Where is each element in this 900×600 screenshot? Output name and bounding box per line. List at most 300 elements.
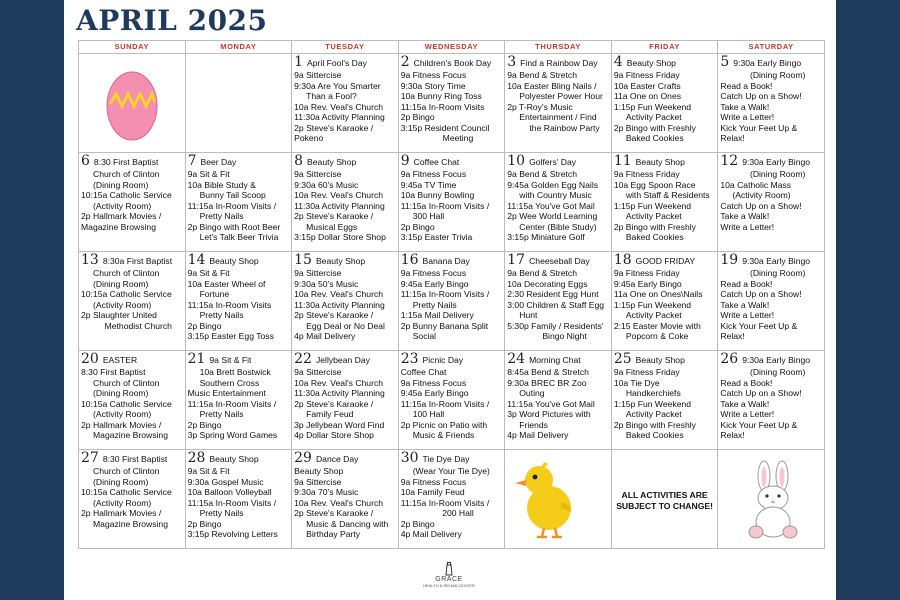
activity-item: 2p Steve's Karaoke / — [294, 122, 374, 133]
day-cell — [186, 450, 293, 549]
day-cell — [718, 351, 825, 450]
activity-item: 10a Rev. Veal's Church — [294, 497, 384, 508]
day-number: 17 — [507, 252, 526, 268]
activity-item: 11:15a You've Got Mail — [507, 398, 595, 409]
day-header — [188, 451, 291, 466]
activity-item: (Activity Room) — [732, 190, 791, 200]
activity-item: Church of Clinton — [93, 466, 160, 476]
day-header — [507, 55, 610, 70]
day-cell — [292, 153, 399, 252]
notice-line: SUBJECT TO CHANGE! — [616, 501, 713, 511]
activity-item: Write a Letter! — [720, 221, 775, 232]
activity-item: 10:15a Catholic Service — [81, 289, 172, 299]
day-header — [294, 253, 397, 268]
day-number: 4 — [613, 54, 623, 70]
activity-item: 3:15p Easter Egg Toss — [187, 331, 274, 341]
activity-item: 2p Bingo with Freshly — [613, 419, 696, 430]
empty-day-cell — [505, 450, 612, 549]
activity-item: 2p Bingo — [187, 419, 222, 430]
day-cell — [399, 252, 506, 351]
day-header — [720, 55, 823, 70]
day-number: 8 — [294, 153, 304, 169]
day-title: 9:30a Early Bingo — [742, 256, 811, 266]
activity-item: Baked Cookies — [625, 133, 684, 143]
activity-item: 3:15p Revolving Letters — [187, 529, 278, 539]
day-title: 8:30 First Baptist — [102, 454, 168, 464]
activity-item: Church of Clinton — [93, 169, 160, 179]
activity-list — [401, 169, 504, 243]
weekday-header: MONDAY — [186, 41, 293, 54]
activity-item: Center (Bible Study) — [519, 221, 597, 232]
week-row — [79, 54, 825, 153]
day-title: Banana Day — [422, 256, 470, 266]
activity-item: Coffee Chat — [400, 367, 447, 377]
activity-item: Take a Walk! — [720, 211, 770, 221]
activity-item: 4p Mail Delivery — [507, 430, 569, 440]
day-header — [720, 352, 823, 367]
day-cell — [505, 153, 612, 252]
activity-item: 9:45a Early Bingo — [400, 278, 469, 289]
week-row — [79, 450, 825, 549]
week-row — [79, 153, 825, 252]
day-number: 12 — [720, 153, 739, 169]
activity-item: 4p Mail Delivery — [400, 529, 462, 539]
activity-item: 2p Hallmark Movies / — [81, 508, 162, 518]
activity-item: 11:30a Activity Planning — [294, 112, 385, 122]
day-number: 28 — [187, 450, 206, 466]
activity-item: Take a Walk! — [720, 101, 770, 112]
day-title: Children's Book Day — [413, 58, 492, 68]
day-number: 9 — [400, 153, 410, 169]
activity-item: 2p Bingo — [400, 112, 435, 122]
activity-item: Pretty Nails — [412, 299, 457, 310]
notice-cell — [612, 450, 719, 549]
activity-item: 2p Bingo — [187, 518, 222, 529]
activity-item: 9a Sittercise — [294, 476, 342, 487]
day-title: Beauty Shop — [307, 157, 357, 167]
activity-list — [188, 169, 291, 243]
activity-item: 9:45a TV Time — [400, 179, 457, 190]
activity-item: Beauty Shop — [294, 466, 344, 476]
activity-item: 10a Family Feud — [400, 487, 465, 497]
activity-list — [81, 367, 184, 441]
day-header — [507, 253, 610, 268]
day-title: 9:30a Early Bingo — [733, 58, 802, 68]
activity-list — [81, 268, 184, 331]
activity-item: Friends — [519, 419, 548, 430]
activity-item: 300 Hall — [412, 211, 445, 221]
activity-item: 10a Rev. Veal's Church — [294, 101, 384, 112]
activity-item: 2p Bunny Banana Split — [400, 320, 489, 331]
activity-list — [401, 367, 504, 441]
activity-item: 100 Hall — [412, 409, 445, 419]
day-cell — [399, 153, 506, 252]
activity-list — [507, 70, 610, 133]
activity-item: 10a Easter Wheel of — [187, 278, 266, 289]
activity-item: Bunny Tail Scoop — [199, 190, 266, 200]
lighthouse-icon — [442, 562, 456, 576]
day-cell — [399, 54, 506, 153]
day-cell — [612, 252, 719, 351]
day-header — [294, 451, 397, 466]
activity-item: 11:15a In-Room Visits / — [400, 200, 490, 211]
activity-item: 2p Bingo with Root Beer — [187, 221, 281, 232]
day-title: Coffee Chat — [413, 157, 460, 167]
activity-item: 9a Bend & Stretch — [507, 169, 577, 179]
activity-list — [81, 169, 184, 232]
day-cell — [186, 153, 293, 252]
day-header — [720, 253, 823, 268]
activity-item: 2p Slaughter United — [81, 310, 157, 320]
activity-list — [614, 367, 717, 441]
activity-list — [188, 367, 291, 441]
activity-list — [188, 268, 291, 342]
day-number: 30 — [400, 450, 419, 466]
activity-item: Methodist Church — [104, 320, 172, 331]
day-title: GOOD FRIDAY — [635, 256, 696, 266]
activity-item: 2p Steve's Karaoke / — [294, 398, 374, 409]
activity-item: 1:15a Mail Delivery — [400, 310, 474, 320]
activity-item: 9a Bend & Stretch — [507, 70, 577, 80]
calendar-grid — [78, 40, 825, 549]
activity-item: Write a Letter! — [720, 112, 775, 122]
activity-item: 9a Sittercise — [294, 70, 342, 80]
activity-item: Entertainment / Find — [519, 112, 597, 122]
activity-item: 9a Fitness Focus — [400, 476, 467, 487]
activity-item: Meeting — [442, 133, 474, 143]
day-header — [81, 253, 184, 268]
activity-item: Southern Cross — [199, 377, 260, 388]
day-cell — [292, 450, 399, 549]
grace-logo — [419, 562, 479, 596]
activity-item: 11:15a In-Room Visits / — [400, 398, 490, 409]
empty-day-cell — [79, 54, 186, 153]
day-title: April Fool's Day — [307, 58, 367, 68]
activity-item: (Wear Your Tie Dye) — [412, 466, 490, 476]
activity-item: 200 Hall — [442, 508, 474, 518]
weekday-header: SUNDAY — [79, 41, 186, 54]
activity-item: Activity Packet — [625, 409, 682, 419]
activity-item: Relax! — [720, 133, 745, 143]
weekday-header-row — [79, 41, 825, 54]
activity-item: Musical Eggs — [306, 221, 358, 232]
activity-list — [507, 268, 610, 342]
activity-item: 11:15a You've Got Mail — [507, 200, 595, 211]
day-title: Golfers' Day — [529, 157, 577, 167]
activity-item: Catch Up on a Show! — [720, 200, 802, 211]
activity-item: Outing — [519, 388, 545, 398]
activity-list — [401, 70, 504, 144]
activity-item: 1:15p Fun Weekend — [613, 101, 692, 112]
activity-item: (Activity Room) — [93, 497, 152, 508]
activity-item: 10a Brett Bostwick — [199, 367, 271, 377]
day-number: 20 — [81, 351, 99, 367]
activity-item: 2p T-Roy's Music — [507, 101, 573, 112]
activity-item: Relax! — [720, 331, 745, 341]
page-title: APRIL 2025 — [76, 4, 268, 37]
activity-item: 9:30a Are You Smarter — [294, 80, 381, 91]
activity-item: (Dining Room) — [749, 268, 806, 278]
activity-item: 8:30 First Baptist — [81, 367, 146, 377]
chick-icon — [509, 458, 579, 540]
activity-item: Pretty Nails — [199, 211, 244, 221]
activity-item: Than a Fool? — [306, 91, 357, 101]
activity-item: 3:00 Children & Staff Egg — [507, 299, 605, 310]
activity-item: 8:45a Bend & Stretch — [507, 367, 589, 377]
activity-item: (Dining Room) — [93, 179, 149, 190]
activity-item: Music Entertainment — [187, 388, 266, 398]
activity-item: 9:30a Gospel Music — [187, 476, 264, 487]
weekday-header: THURSDAY — [505, 41, 612, 54]
activity-list — [188, 466, 291, 540]
activity-list — [507, 169, 610, 243]
activity-item: Church of Clinton — [93, 268, 160, 278]
activity-item: 2p Steve's Karaoke / — [294, 508, 374, 518]
activity-list — [614, 70, 717, 144]
day-title: Beauty Shop — [315, 256, 366, 266]
day-header — [81, 352, 184, 367]
day-header — [81, 154, 184, 169]
week-row — [79, 351, 825, 450]
activity-item: Read a Book! — [720, 80, 773, 91]
day-title: Picnic Day — [422, 355, 464, 365]
activity-item: Music & Friends — [412, 430, 475, 440]
day-title: 9:30a Early Bingo — [742, 157, 811, 167]
activity-item: (Dining Room) — [93, 476, 149, 487]
activity-item: (Dining Room) — [749, 169, 806, 179]
activity-list — [720, 169, 823, 232]
bunny-icon — [738, 460, 808, 542]
activity-item: (Activity Room) — [93, 299, 152, 310]
day-number: 3 — [507, 54, 517, 70]
day-cell — [612, 54, 719, 153]
day-cell — [718, 153, 825, 252]
logo-name: GRACE — [435, 576, 463, 583]
activity-item: 2p Hallmark Movies / — [81, 211, 162, 221]
activity-item: 9a Fitness Friday — [613, 169, 680, 179]
day-cell — [292, 351, 399, 450]
day-cell — [505, 54, 612, 153]
day-number: 14 — [187, 252, 206, 268]
activity-item: (Dining Room) — [749, 367, 806, 377]
empty-day-cell — [186, 54, 293, 153]
day-title: EASTER — [102, 355, 138, 365]
activity-item: 9a Sit & Fit — [187, 169, 230, 179]
activity-item: 9a Bend & Stretch — [507, 268, 577, 278]
activity-item: 9a Fitness Focus — [400, 268, 467, 278]
day-header — [188, 154, 291, 169]
activity-item: (Activity Room) — [93, 409, 152, 419]
activity-item: 9:30a Story Time — [400, 80, 466, 91]
day-number: 6 — [81, 153, 90, 169]
activity-item: Egg Deal or No Deal — [306, 320, 385, 331]
day-cell — [79, 252, 186, 351]
week-row — [79, 252, 825, 351]
day-header — [401, 55, 504, 70]
activity-item: 1:15p Fun Weekend — [613, 398, 692, 409]
activity-item: 11:30a Activity Planning — [294, 299, 385, 310]
day-title: Dance Day — [315, 454, 359, 464]
activity-item: Magazine Browsing — [81, 221, 156, 232]
activity-item: 2p Steve's Karaoke / — [294, 310, 374, 320]
activity-item: 10a Bible Study & — [187, 179, 256, 190]
day-title: Beauty Shop — [626, 58, 676, 68]
day-title: Beauty Shop — [209, 256, 259, 266]
activity-item: 2:30 Resident Egg Hunt — [507, 289, 599, 299]
activity-item: Polyester Power Hour — [519, 91, 603, 101]
day-number: 10 — [507, 153, 526, 169]
activity-list — [294, 367, 397, 441]
day-cell — [292, 54, 399, 153]
activity-item: 2p Bingo with Freshly — [613, 221, 696, 232]
activity-list — [294, 169, 397, 243]
activity-item: Catch Up on a Show! — [720, 388, 802, 398]
activity-item: Pokeno — [294, 133, 324, 143]
activity-item: Activity Packet — [625, 112, 682, 122]
activity-item: 3p Spring Word Games — [187, 430, 278, 440]
activity-item: 3p Word Pictures with — [507, 409, 591, 419]
activity-item: 10a Rev. Veal's Church — [294, 289, 384, 299]
activity-item: 10a Easter Bling Nails / — [507, 80, 597, 91]
day-number: 27 — [81, 450, 99, 466]
activity-item: Handkerchiefs — [625, 388, 681, 398]
day-number: 16 — [400, 252, 419, 268]
activity-item: 9a Fitness Focus — [400, 169, 467, 179]
activity-list — [294, 268, 397, 342]
day-header — [401, 253, 504, 268]
activity-item: 10:15a Catholic Service — [81, 487, 172, 497]
activity-item: 9:45a Golden Egg Nails — [507, 179, 599, 190]
day-title: 9a Sit & Fit — [209, 355, 252, 365]
activity-item: 1:15p Fun Weekend — [613, 299, 692, 310]
day-title: Beer Day — [200, 157, 237, 167]
activity-item: 2p Wee World Learning — [507, 211, 598, 221]
day-title: Beauty Shop — [209, 454, 259, 464]
activity-item: 10:15a Catholic Service — [81, 190, 172, 200]
activity-item: Let's Talk Beer Trivia — [199, 232, 279, 242]
activity-item: Kick Your Feet Up & — [720, 320, 798, 331]
weekday-header: SATURDAY — [718, 41, 825, 54]
day-number: 26 — [720, 351, 739, 367]
activity-item: 11a One on Ones — [613, 91, 682, 101]
day-cell — [612, 351, 719, 450]
day-number: 25 — [613, 351, 632, 367]
day-header — [507, 352, 610, 367]
activity-item: Family Feud — [306, 409, 354, 419]
day-number: 29 — [294, 450, 312, 466]
day-header — [614, 253, 717, 268]
activity-item: Take a Walk! — [720, 299, 770, 310]
day-number: 24 — [507, 351, 526, 367]
calendar-page — [64, 0, 836, 600]
activity-item: Birthday Party — [306, 529, 361, 539]
activity-list — [507, 367, 610, 441]
day-cell — [186, 351, 293, 450]
activity-item: 9a Sittercise — [294, 169, 342, 179]
activity-item: 2p Bingo with Freshly — [613, 122, 696, 133]
activity-item: 9:30a 60's Music — [294, 179, 359, 190]
day-header — [294, 352, 397, 367]
activity-item: 10a Balloon Volleyball — [187, 487, 272, 497]
activity-item: 5:30p Family / Residents' — [507, 320, 604, 331]
day-title: Morning Chat — [529, 355, 581, 365]
day-number: 7 — [187, 153, 197, 169]
activity-item: Popcorn & Coke — [625, 331, 689, 341]
activity-item: 9a Sittercise — [294, 268, 342, 278]
day-header — [294, 154, 397, 169]
day-cell — [79, 153, 186, 252]
day-title: 8:30 First Baptist — [93, 157, 159, 167]
activity-list — [614, 169, 717, 243]
activity-item: Write a Letter! — [720, 310, 775, 320]
day-header — [188, 253, 291, 268]
activity-item: Magazine Browsing — [93, 518, 168, 529]
activity-item: Catch Up on a Show! — [720, 289, 802, 299]
activity-item: 11a One on Ones\Nails — [613, 289, 703, 299]
day-cell — [292, 252, 399, 351]
activity-item: 2p Bingo — [400, 518, 435, 529]
activity-item: Read a Book! — [720, 377, 773, 388]
day-number: 21 — [187, 351, 206, 367]
day-number: 23 — [400, 351, 419, 367]
activity-item: 2p Picnic on Patio with — [400, 419, 488, 430]
notice-text — [612, 490, 718, 512]
activity-item: 10a Tie Dye — [613, 377, 660, 388]
day-title: 9:30a Early Bingo — [742, 355, 811, 365]
day-title: Cheeseball Day — [529, 256, 590, 266]
activity-item: Pretty Nails — [199, 508, 244, 518]
logo-subtitle: HEALTH & REHAB CENTER — [423, 583, 475, 588]
activity-item: 9a Fitness Friday — [613, 70, 680, 80]
activity-item: 9:30a 50's Music — [294, 278, 359, 289]
activity-item: (Dining Room) — [93, 388, 149, 398]
day-title: Beauty Shop — [635, 157, 685, 167]
activity-item: 2p Steve's Karaoke / — [294, 211, 374, 221]
activity-item: 10a Rev. Veal's Church — [294, 190, 384, 200]
activity-list — [720, 268, 823, 342]
activity-item: 3:15p Easter Trivia — [400, 232, 473, 242]
activity-item: 2p Bingo — [187, 320, 222, 331]
day-title: Tie Dye Day — [422, 454, 470, 464]
day-number: 18 — [613, 252, 632, 268]
day-cell — [399, 450, 506, 549]
activity-list — [81, 466, 184, 529]
activity-item: 10:15a Catholic Service — [81, 398, 172, 409]
activity-item: Music & Dancing with — [306, 518, 389, 529]
day-number: 13 — [81, 252, 99, 268]
day-header — [507, 154, 610, 169]
activity-item: with Country Music — [519, 190, 592, 200]
day-cell — [79, 351, 186, 450]
activity-item: Relax! — [720, 430, 745, 440]
activity-item: 3p Jellybean Word Find — [294, 419, 385, 430]
day-header — [614, 352, 717, 367]
activity-item: Kick Your Feet Up & — [720, 419, 798, 430]
activity-item: 10a Easter Crafts — [613, 80, 681, 91]
activity-item: 2p Bingo — [400, 221, 435, 232]
activity-item: (Activity Room) — [93, 200, 152, 211]
activity-item: Pretty Nails — [199, 310, 244, 320]
activity-item: Hunt — [519, 310, 538, 320]
activity-item: Pretty Nails — [199, 409, 244, 419]
day-cell — [718, 252, 825, 351]
day-cell — [505, 351, 612, 450]
day-title: Beauty Shop — [635, 355, 685, 365]
activity-item: (Dining Room) — [93, 278, 149, 289]
activity-item: Baked Cookies — [625, 430, 684, 440]
activity-item: 9a Sit & Fit — [187, 268, 230, 278]
activity-item: 9:30a 70's Music — [294, 487, 359, 497]
